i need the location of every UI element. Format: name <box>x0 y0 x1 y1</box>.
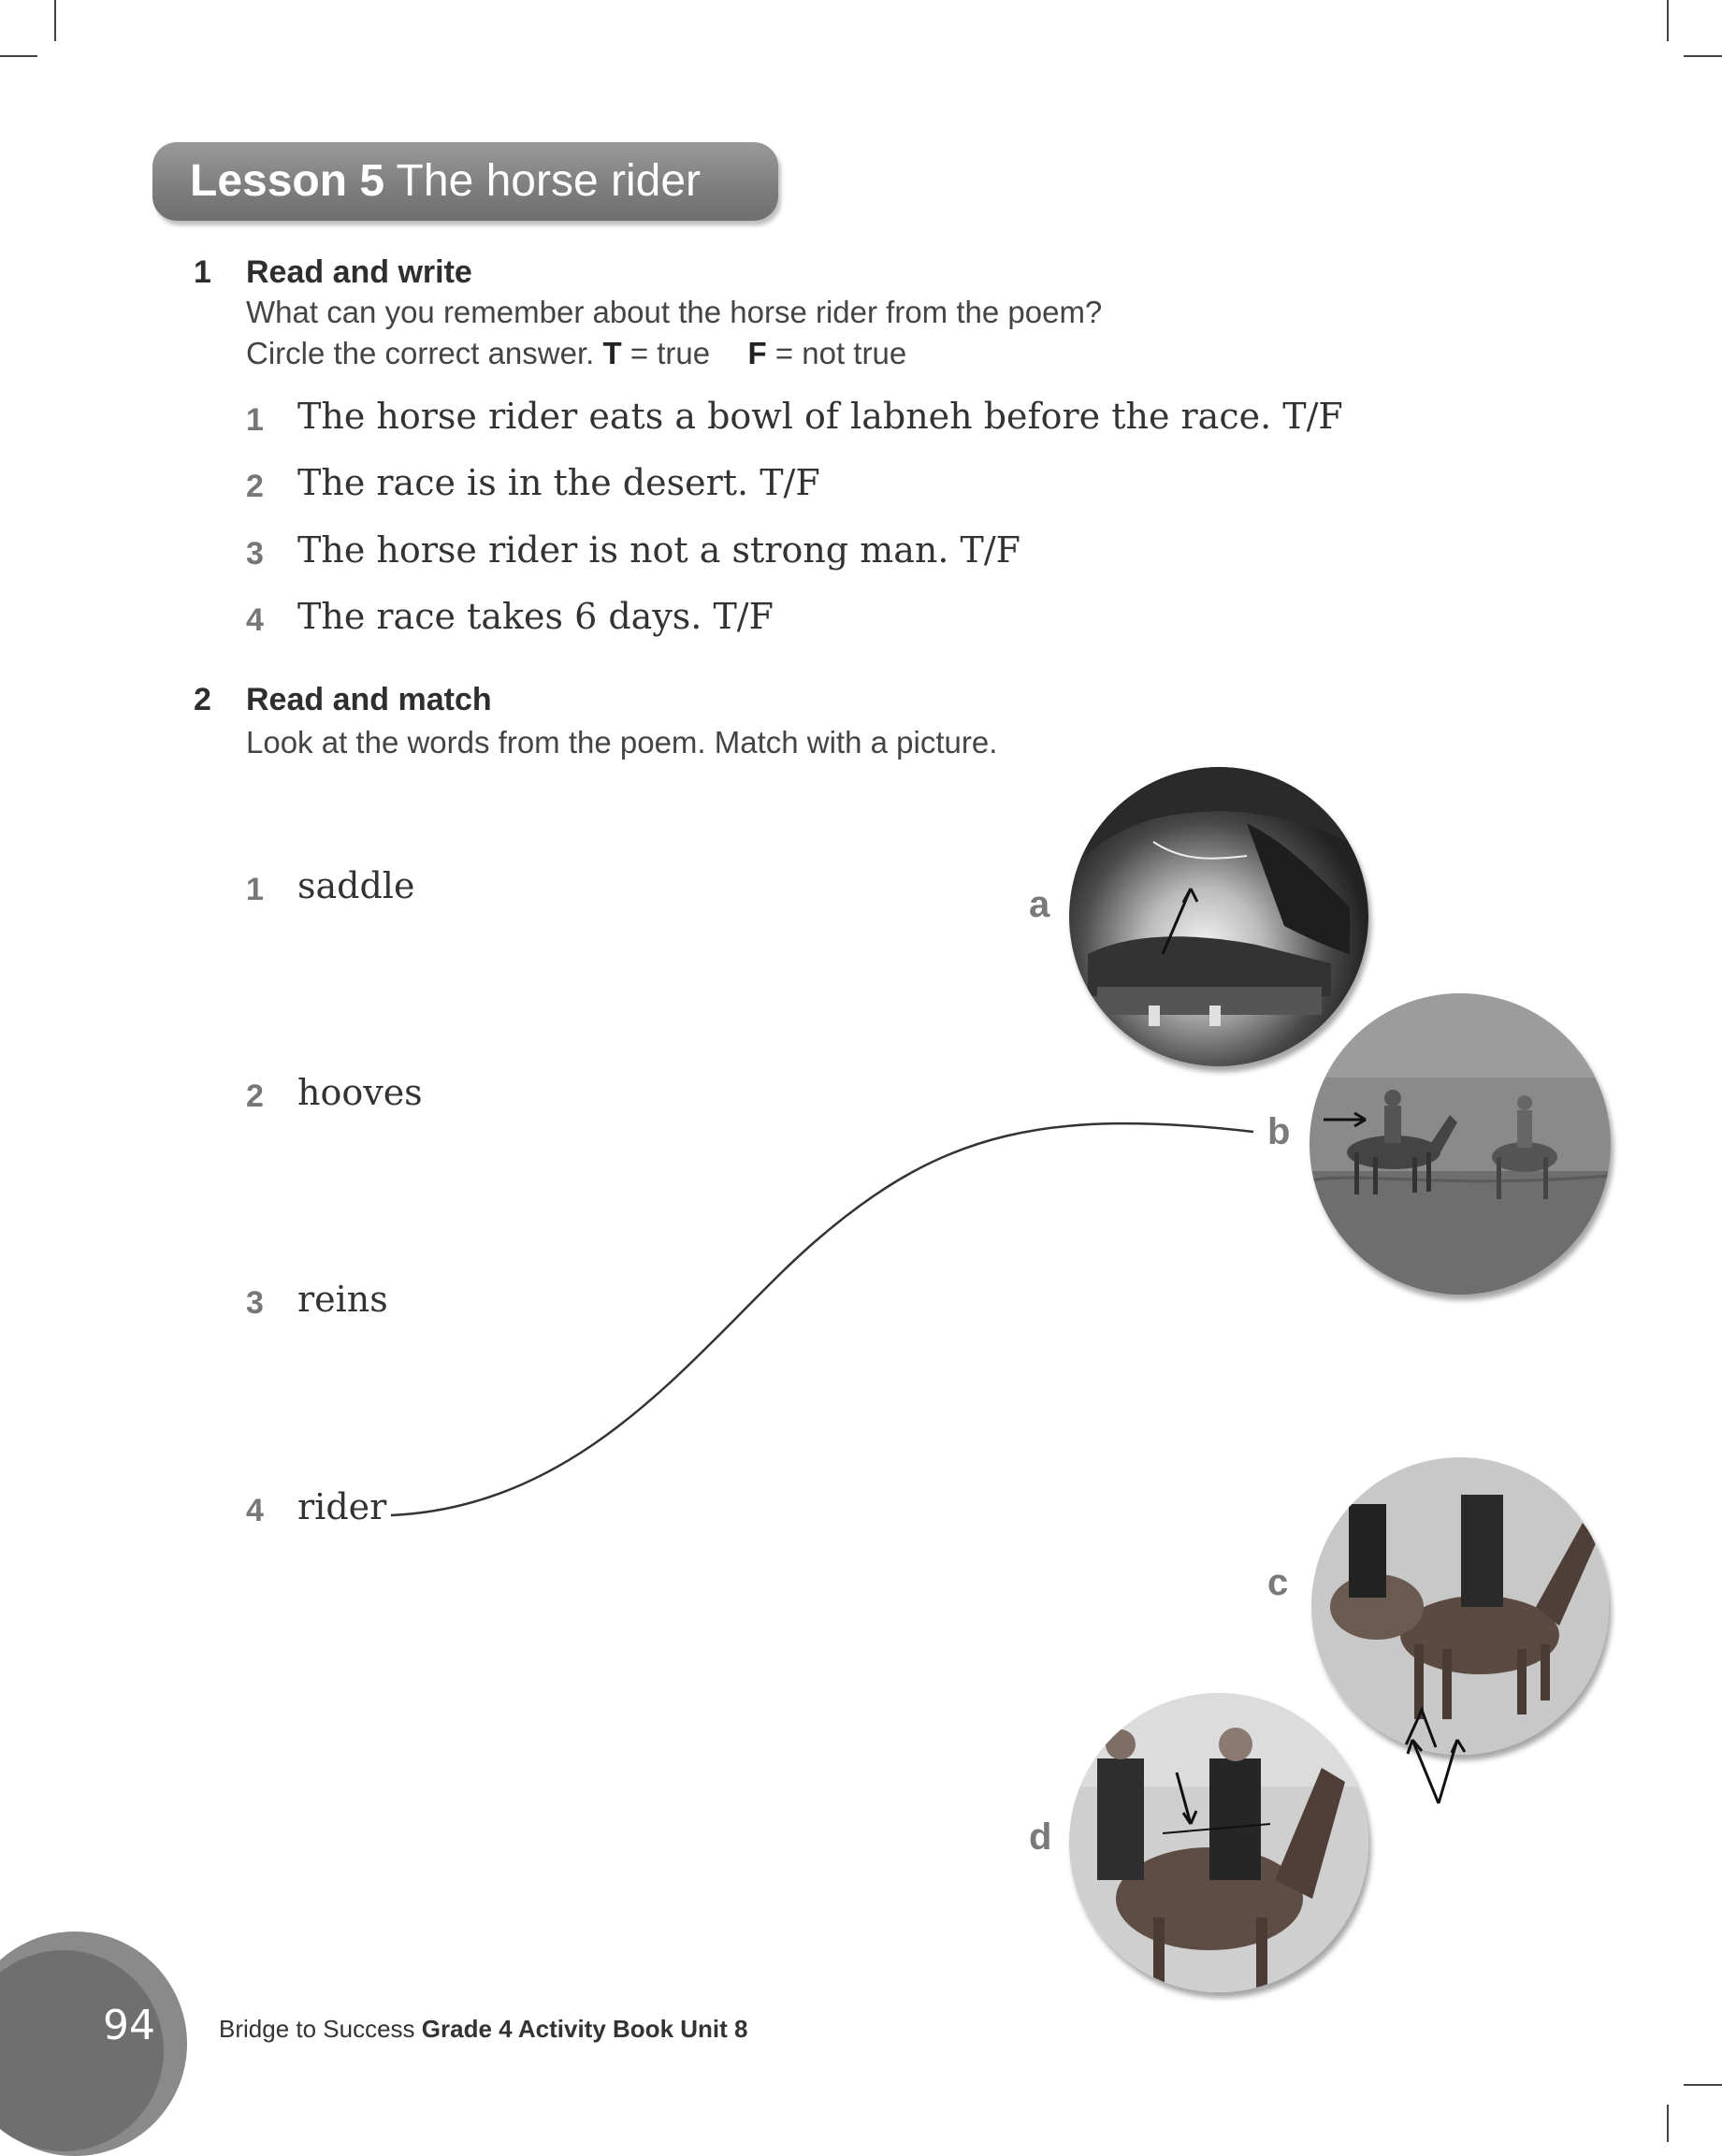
exercise-2-title: Read and match <box>246 682 492 717</box>
exercise-2-number: 2 <box>194 682 211 717</box>
picture-d-reins[interactable] <box>1069 1693 1368 1992</box>
picture-letter-c: c <box>1267 1562 1289 1603</box>
word-number: 1 <box>246 872 264 907</box>
word-number: 4 <box>246 1493 264 1528</box>
footer-book: Grade 4 Activity Book Unit 8 <box>421 2015 748 2043</box>
key-f-text: = not true <box>774 336 907 370</box>
exercise-1-instruction: What can you remember about the horse rider from the poem? <box>246 295 1103 329</box>
key-t-text: = true <box>629 336 711 370</box>
word-number: 2 <box>246 1078 264 1114</box>
statement-number: 3 <box>246 536 264 572</box>
statement-text[interactable]: The horse rider is not a strong man. T/F <box>297 529 1021 571</box>
footer-series: Bridge to Success <box>219 2015 415 2043</box>
key-prefix: Circle the correct answer. <box>246 336 595 370</box>
key-t: T <box>602 336 622 370</box>
statement-text[interactable]: The race is in the desert. T/F <box>297 462 820 503</box>
lesson-title: The horse rider <box>396 156 702 206</box>
statement-text[interactable]: The horse rider eats a bowl of labneh before the race. T/F <box>297 396 1343 437</box>
key-f: F <box>747 336 767 370</box>
picture-b-riders[interactable] <box>1310 993 1611 1295</box>
word-reins[interactable]: reins <box>297 1279 388 1320</box>
statement-text[interactable]: The race takes 6 days. T/F <box>297 596 774 637</box>
picture-a-saddle[interactable] <box>1069 767 1368 1066</box>
page-number: 94 <box>103 2002 155 2049</box>
exercise-1-number: 1 <box>194 254 211 290</box>
footer <box>219 2015 747 2044</box>
statement-number: 1 <box>246 402 264 438</box>
exercise-1-title: Read and write <box>246 254 472 290</box>
picture-letter-a: a <box>1029 884 1050 925</box>
hooves-arrow <box>1403 1712 1478 1805</box>
exercise-2-instruction: Look at the words from the poem. Match with a picture. <box>246 725 998 760</box>
word-saddle[interactable]: saddle <box>297 865 415 906</box>
word-hooves[interactable]: hooves <box>297 1072 423 1113</box>
picture-letter-b: b <box>1267 1111 1291 1152</box>
word-number: 3 <box>246 1285 264 1321</box>
statement-number: 2 <box>246 469 264 504</box>
picture-c-hooves[interactable] <box>1311 1457 1609 1755</box>
statement-number: 4 <box>246 602 264 638</box>
lesson-label: Lesson 5 <box>190 156 385 206</box>
word-rider[interactable]: rider <box>297 1486 387 1527</box>
picture-letter-d: d <box>1029 1816 1052 1858</box>
